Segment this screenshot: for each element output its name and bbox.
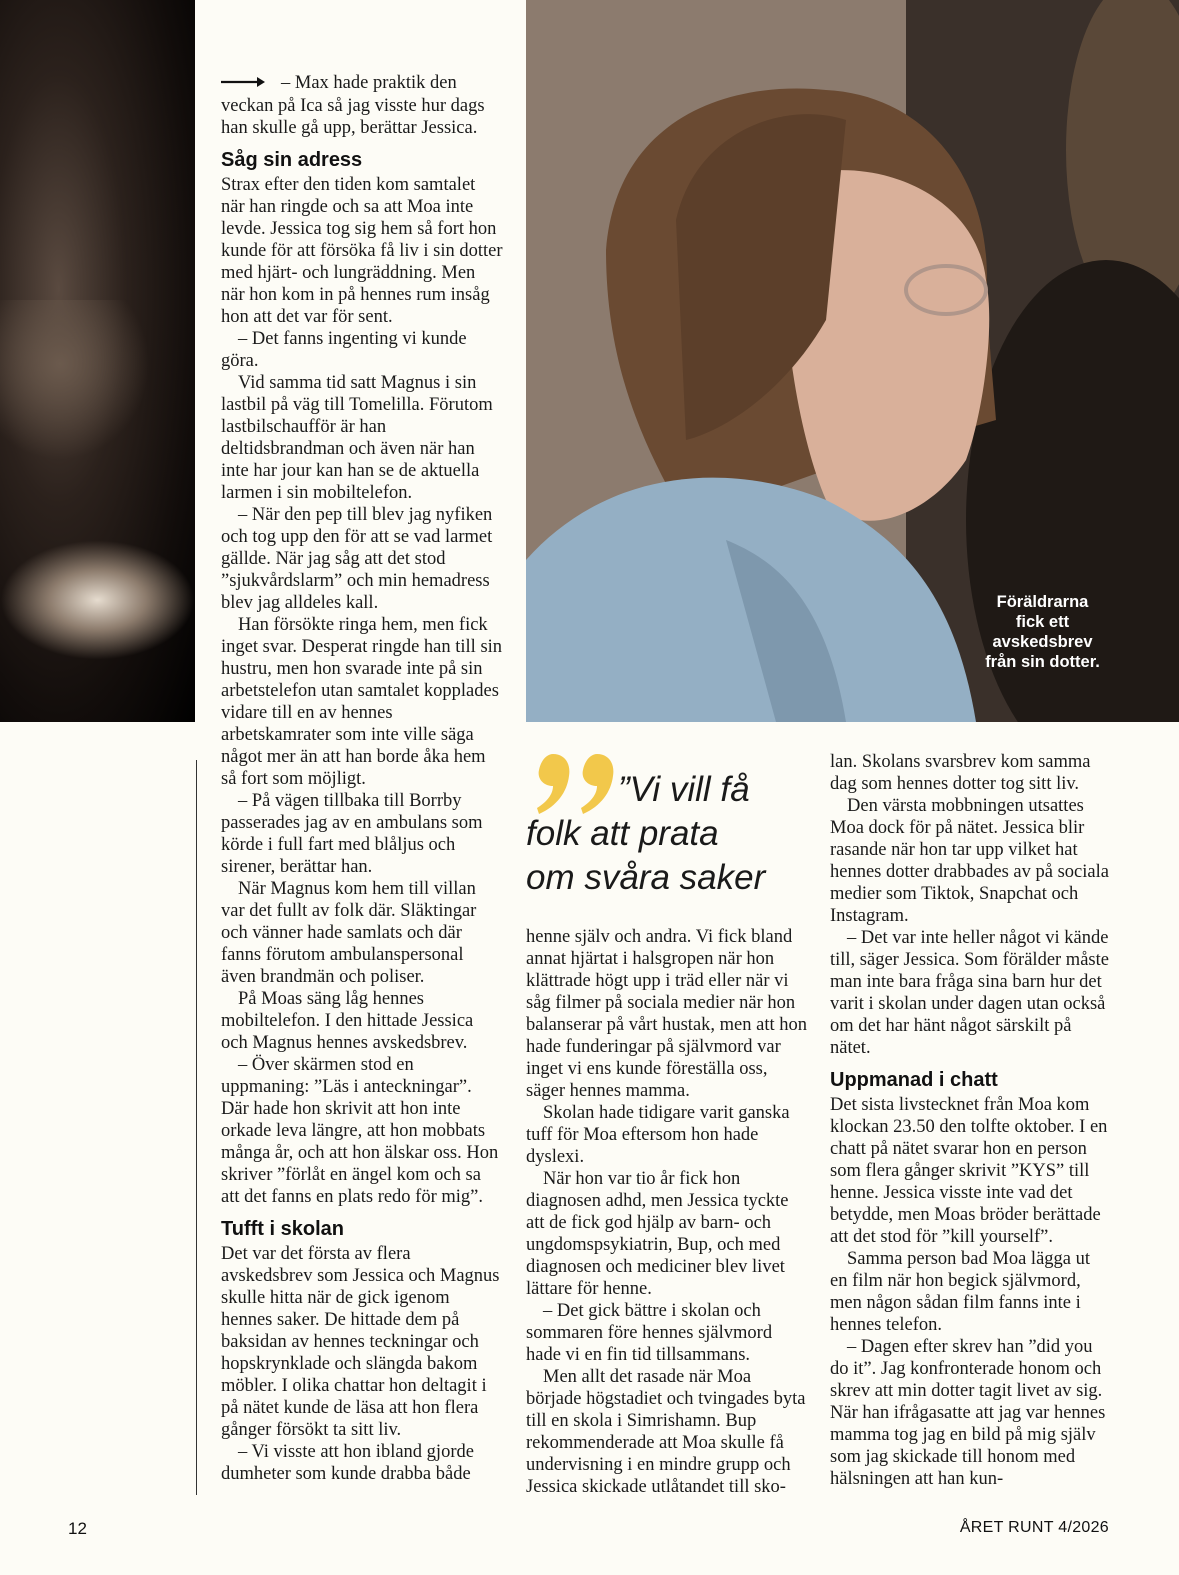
pull-quote-line: folk att prata bbox=[526, 814, 719, 853]
paragraph bbox=[221, 72, 503, 139]
paragraph: – Dagen efter skrev han ”did you do it”. Jag konfronterade honom och skrev att min dotter tagit livet av sig. När han ifrågasatte att jag var hennes mamma tog jag en bild på mig själv som jag skickade till honom med hälsningen att han kun- bbox=[830, 1337, 1106, 1489]
article-column-3 bbox=[830, 751, 1112, 1490]
paragraph: – Det gick bättre i skolan och sommaren före hennes självmord hade vi en fin tid tillsammans. bbox=[526, 1301, 773, 1365]
paragraph: Han försökte ringa hem, men fick inget svar. Desperat ringde han till sin hustru, men hon svarade inte på sin arbetstelefon utan samtalet kopplades vidare till en av hennes arbetskamrater som inte ville säga något mer än att han borde åka hem så fort som möjligt. bbox=[221, 614, 503, 789]
photo-blur-shape bbox=[0, 300, 150, 460]
paragraph: – Det fanns ingenting vi kunde göra. bbox=[221, 328, 467, 371]
article-column-2 bbox=[526, 926, 809, 1498]
paragraph: När Magnus kom hem till villan var det fullt av folk där. Släktingar och vänner hade samlats och där fanns förutom ambulanspersonal även brandmän och poliser. bbox=[221, 878, 477, 987]
paragraph: Det var det första av flera avskedsbrev som Jessica och Magnus skulle hitta när de gick igenom hennes saker. De hittade dem på baksidan av hennes teckningar och hopskrynklade och slängda bakom möbler. I olika chattar hon deltagit i på nätet kunde de läsa att hon flera gånger försökt ta sitt liv. bbox=[221, 1243, 500, 1440]
subheading: Uppmanad i chatt bbox=[830, 1069, 998, 1091]
paragraph: Det sista livstecknet från Moa kom klockan 23.50 den tolfte oktober. I en chatt på nätet svarar hon en person som flera gånger skrivit ”KYS” till henne. Jessica visste inte vad det betydde, men Moas bröder berättade att det stod för ”kill yourself”. bbox=[830, 1095, 1108, 1247]
photo-highlight-shape bbox=[0, 540, 195, 660]
paragraph: – Vi visste att hon ibland gjorde dumheter som kunde drabba både bbox=[221, 1441, 474, 1484]
paragraph: – Det var inte heller något vi kände till, säger Jessica. Som förälder måste man inte bara fråga sina barn hur det varit i skolan under dagen utan också om det har hänt något särskilt på nätet. bbox=[830, 928, 1109, 1058]
paragraph: – På vägen tillbaka till Borrby passerades jag av en ambulans som körde i full fart med blåljus och sirener, berättar han. bbox=[221, 790, 483, 877]
right-arrow-icon bbox=[221, 73, 281, 95]
paragraph: Den värsta mobbningen utsattes Moa dock för på nätet. Jessica blir rasande när hon tar upp vilket hat hennes dotter drabbades av på sociala medier som Tiktok, Snapchat och Instagram. bbox=[830, 796, 1109, 926]
left-photo bbox=[0, 0, 195, 722]
pull-quote-line: ”Vi vill få bbox=[618, 770, 750, 809]
page-number: 12 bbox=[68, 1519, 87, 1538]
paragraph: På Moas säng låg hennes mobiltelefon. I den hittade Jessica och Magnus hennes avskedsbrev. bbox=[221, 988, 474, 1053]
paragraph: Vid samma tid satt Magnus i sin lastbil på väg till Tomelilla. Förutom lastbilschaufför är han deltidsbrandman och även när han inte har jour kan han se de aktuella larmen i sin mobiltelefon. bbox=[221, 372, 493, 503]
column-rule bbox=[196, 760, 197, 1495]
paragraph: Men allt det rasade när Moa började högstadiet och tvingades byta till en skola i Simrishamn. Bup rekommenderade att Moa skulle få undervisning i en mindre grupp och Jessica skickade utlåtandet till sko- bbox=[526, 1367, 806, 1497]
paragraph: – Över skärmen stod en uppmaning: ”Läs i anteckningar”. Där hade hon skrivit att hon inte orkade leva längre, att hon mobbats många år, och att hon älskar oss. Hon skriver ”förlåt en ängel kom och sa att det fanns en plats redo för mig”. bbox=[221, 1054, 499, 1207]
paragraph: Strax efter den tiden kom samtalet när han ringde och sa att Moa inte levde. Jessica tog sig hem så fort hon kunde för att försöka få liv i sin dotter med hjärt- och lungräddning. Men när hon kom in på hennes rum insåg hon att det var för sent. bbox=[221, 174, 503, 327]
paragraph-text: – Max hade praktik den veckan på Ica så jag visste hur dags han skulle gå upp, berättar Jessica. bbox=[221, 73, 485, 138]
photo-caption: Föräldrarna fick ett avskedsbrev från sin dotter. bbox=[985, 593, 1100, 671]
paragraph: Skolan hade tidigare varit ganska tuff för Moa eftersom hon hade dyslexi. bbox=[526, 1103, 790, 1167]
subheading: Tufft i skolan bbox=[221, 1217, 344, 1240]
magazine-issue: ÅRET RUNT 4/2026 bbox=[959, 1519, 1109, 1536]
paragraph: Samma person bad Moa lägga ut en film när hon begick självmord, men någon sådan film fanns inte i hennes telefon. bbox=[830, 1249, 1091, 1335]
article-column-1 bbox=[221, 72, 503, 1485]
paragraph: – När den pep till blev jag nyfiken och tog upp den för att se vad larmet gällde. När jag såg att det stod ”sjukvårdslarm” och min hemadress blev jag alldeles kall. bbox=[221, 504, 493, 613]
paragraph: lan. Skolans svarsbrev kom samma dag som hennes dotter tog sitt liv. bbox=[830, 752, 1091, 794]
subheading: Såg sin adress bbox=[221, 148, 363, 171]
pull-quote-line: om svåra saker bbox=[526, 858, 766, 897]
paragraph: henne själv och andra. Vi fick bland annat hjärtat i halsgropen när hon klättrade högt upp i träd eller när vi såg filmer på sociala medier när hon balanserar på vårt hustak, men att hon hade funderingar på självmord var inget vi ens kunde föreställa oss, säger hennes mamma. bbox=[526, 927, 807, 1101]
paragraph: När hon var tio år fick hon diagnosen adhd, men Jessica tyckte att de fick god hjälp av barn- och ungdomspsykiatrin, Bup, och med diagnosen och mediciner blev livet lättare för henne. bbox=[526, 1169, 789, 1299]
pull-quote-text bbox=[526, 768, 826, 900]
